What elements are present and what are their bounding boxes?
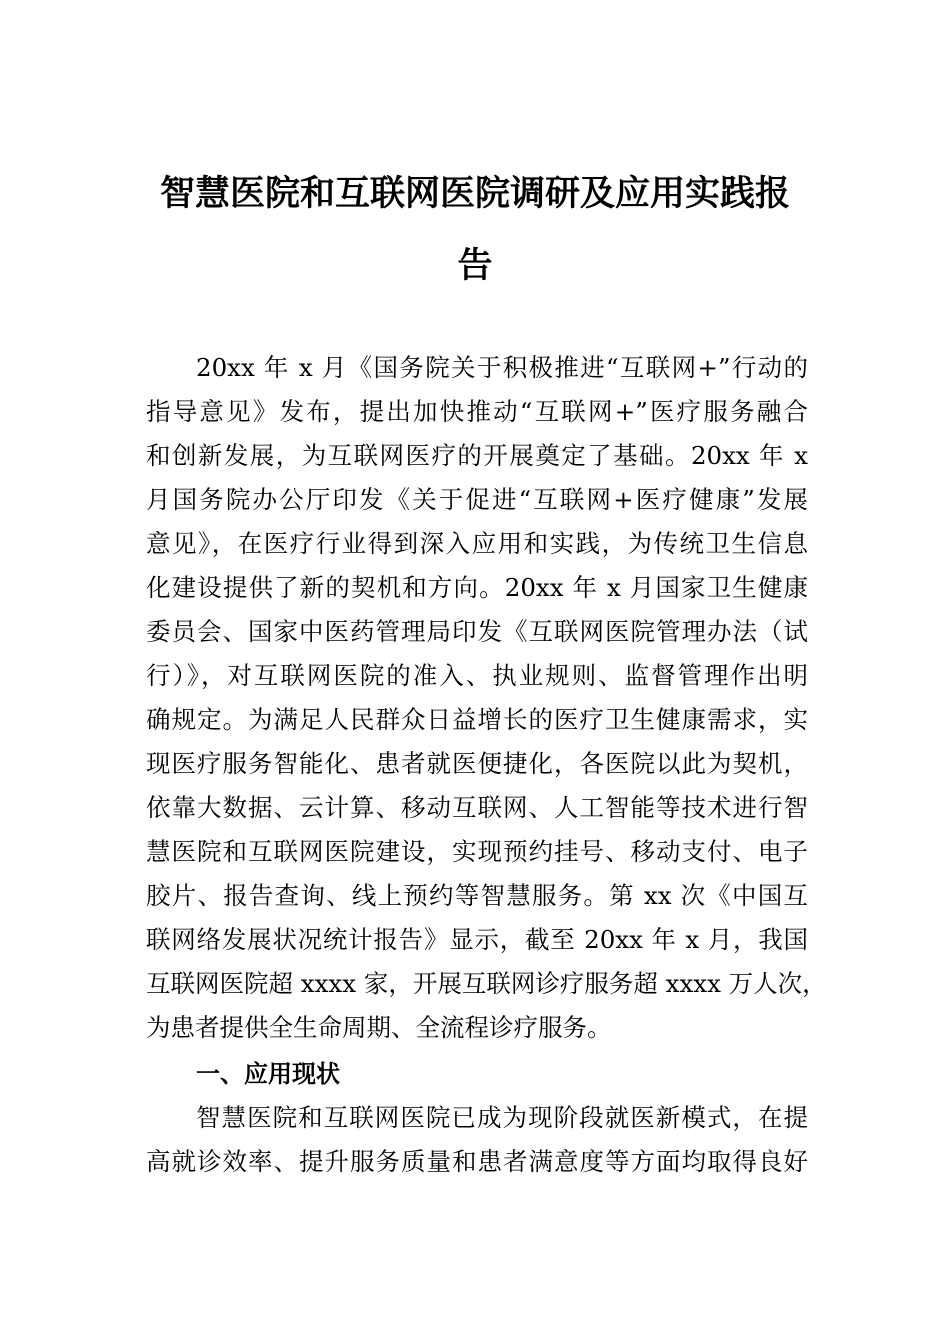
section-heading: 一、应用现状: [196, 1060, 340, 1088]
paragraph-line: 联网络发展状况统计报告》显示，截至 20xx 年 x 月，我国: [146, 925, 808, 954]
paragraph-line: 现医疗服务智能化、患者就医便捷化，各医院以此为契机，: [146, 749, 808, 778]
paragraph-line: 慧医院和互联网医院建设，实现预约挂号、移动支付、电子: [146, 837, 808, 866]
paragraph-line: 智慧医院和互联网医院已成为现阶段就医新模式，在提: [196, 1103, 808, 1132]
paragraph-line: 化建设提供了新的契机和方向。20xx 年 x 月国家卫生健康: [146, 573, 808, 602]
paragraph-line: 为患者提供全生命周期、全流程诊疗服务。: [146, 1013, 612, 1042]
paragraph-line: 意见》，在医疗行业得到深入应用和实践，为传统卫生信息: [146, 529, 808, 558]
paragraph-line: 胶片、报告查询、线上预约等智慧服务。第 xx 次《中国互: [146, 881, 808, 910]
paragraph-line: 和创新发展，为互联网医疗的开展奠定了基础。20xx 年 x: [146, 441, 808, 470]
paragraph-line: 20xx 年 x 月《国务院关于积极推进“互联网+”行动的: [196, 353, 808, 382]
paragraph-line: 高就诊效率、提升服务质量和患者满意度等方面均取得良好: [146, 1147, 808, 1176]
paragraph-line: 互联网医院超 xxxx 家，开展互联网诊疗服务超 xxxx 万人次，: [146, 969, 827, 998]
document-title-line-2: 告: [457, 245, 493, 286]
document-title-line-1: 智慧医院和互联网医院调研及应用实践报: [159, 173, 790, 214]
paragraph-line: 依靠大数据、云计算、移动互联网、人工智能等技术进行智: [146, 793, 808, 822]
paragraph-line: 确规定。为满足人民群众日益增长的医疗卫生健康需求，实: [146, 705, 808, 734]
paragraph-line: 月国务院办公厅印发《关于促进“互联网+医疗健康”发展: [146, 485, 808, 514]
paragraph-line: 行）》，对互联网医院的准入、执业规则、监督管理作出明: [146, 661, 808, 690]
paragraph-line: 指导意见》发布，提出加快推动“互联网+”医疗服务融合: [146, 397, 808, 426]
paragraph-line: 委员会、国家中医药管理局印发《互联网医院管理办法（试: [146, 617, 808, 646]
